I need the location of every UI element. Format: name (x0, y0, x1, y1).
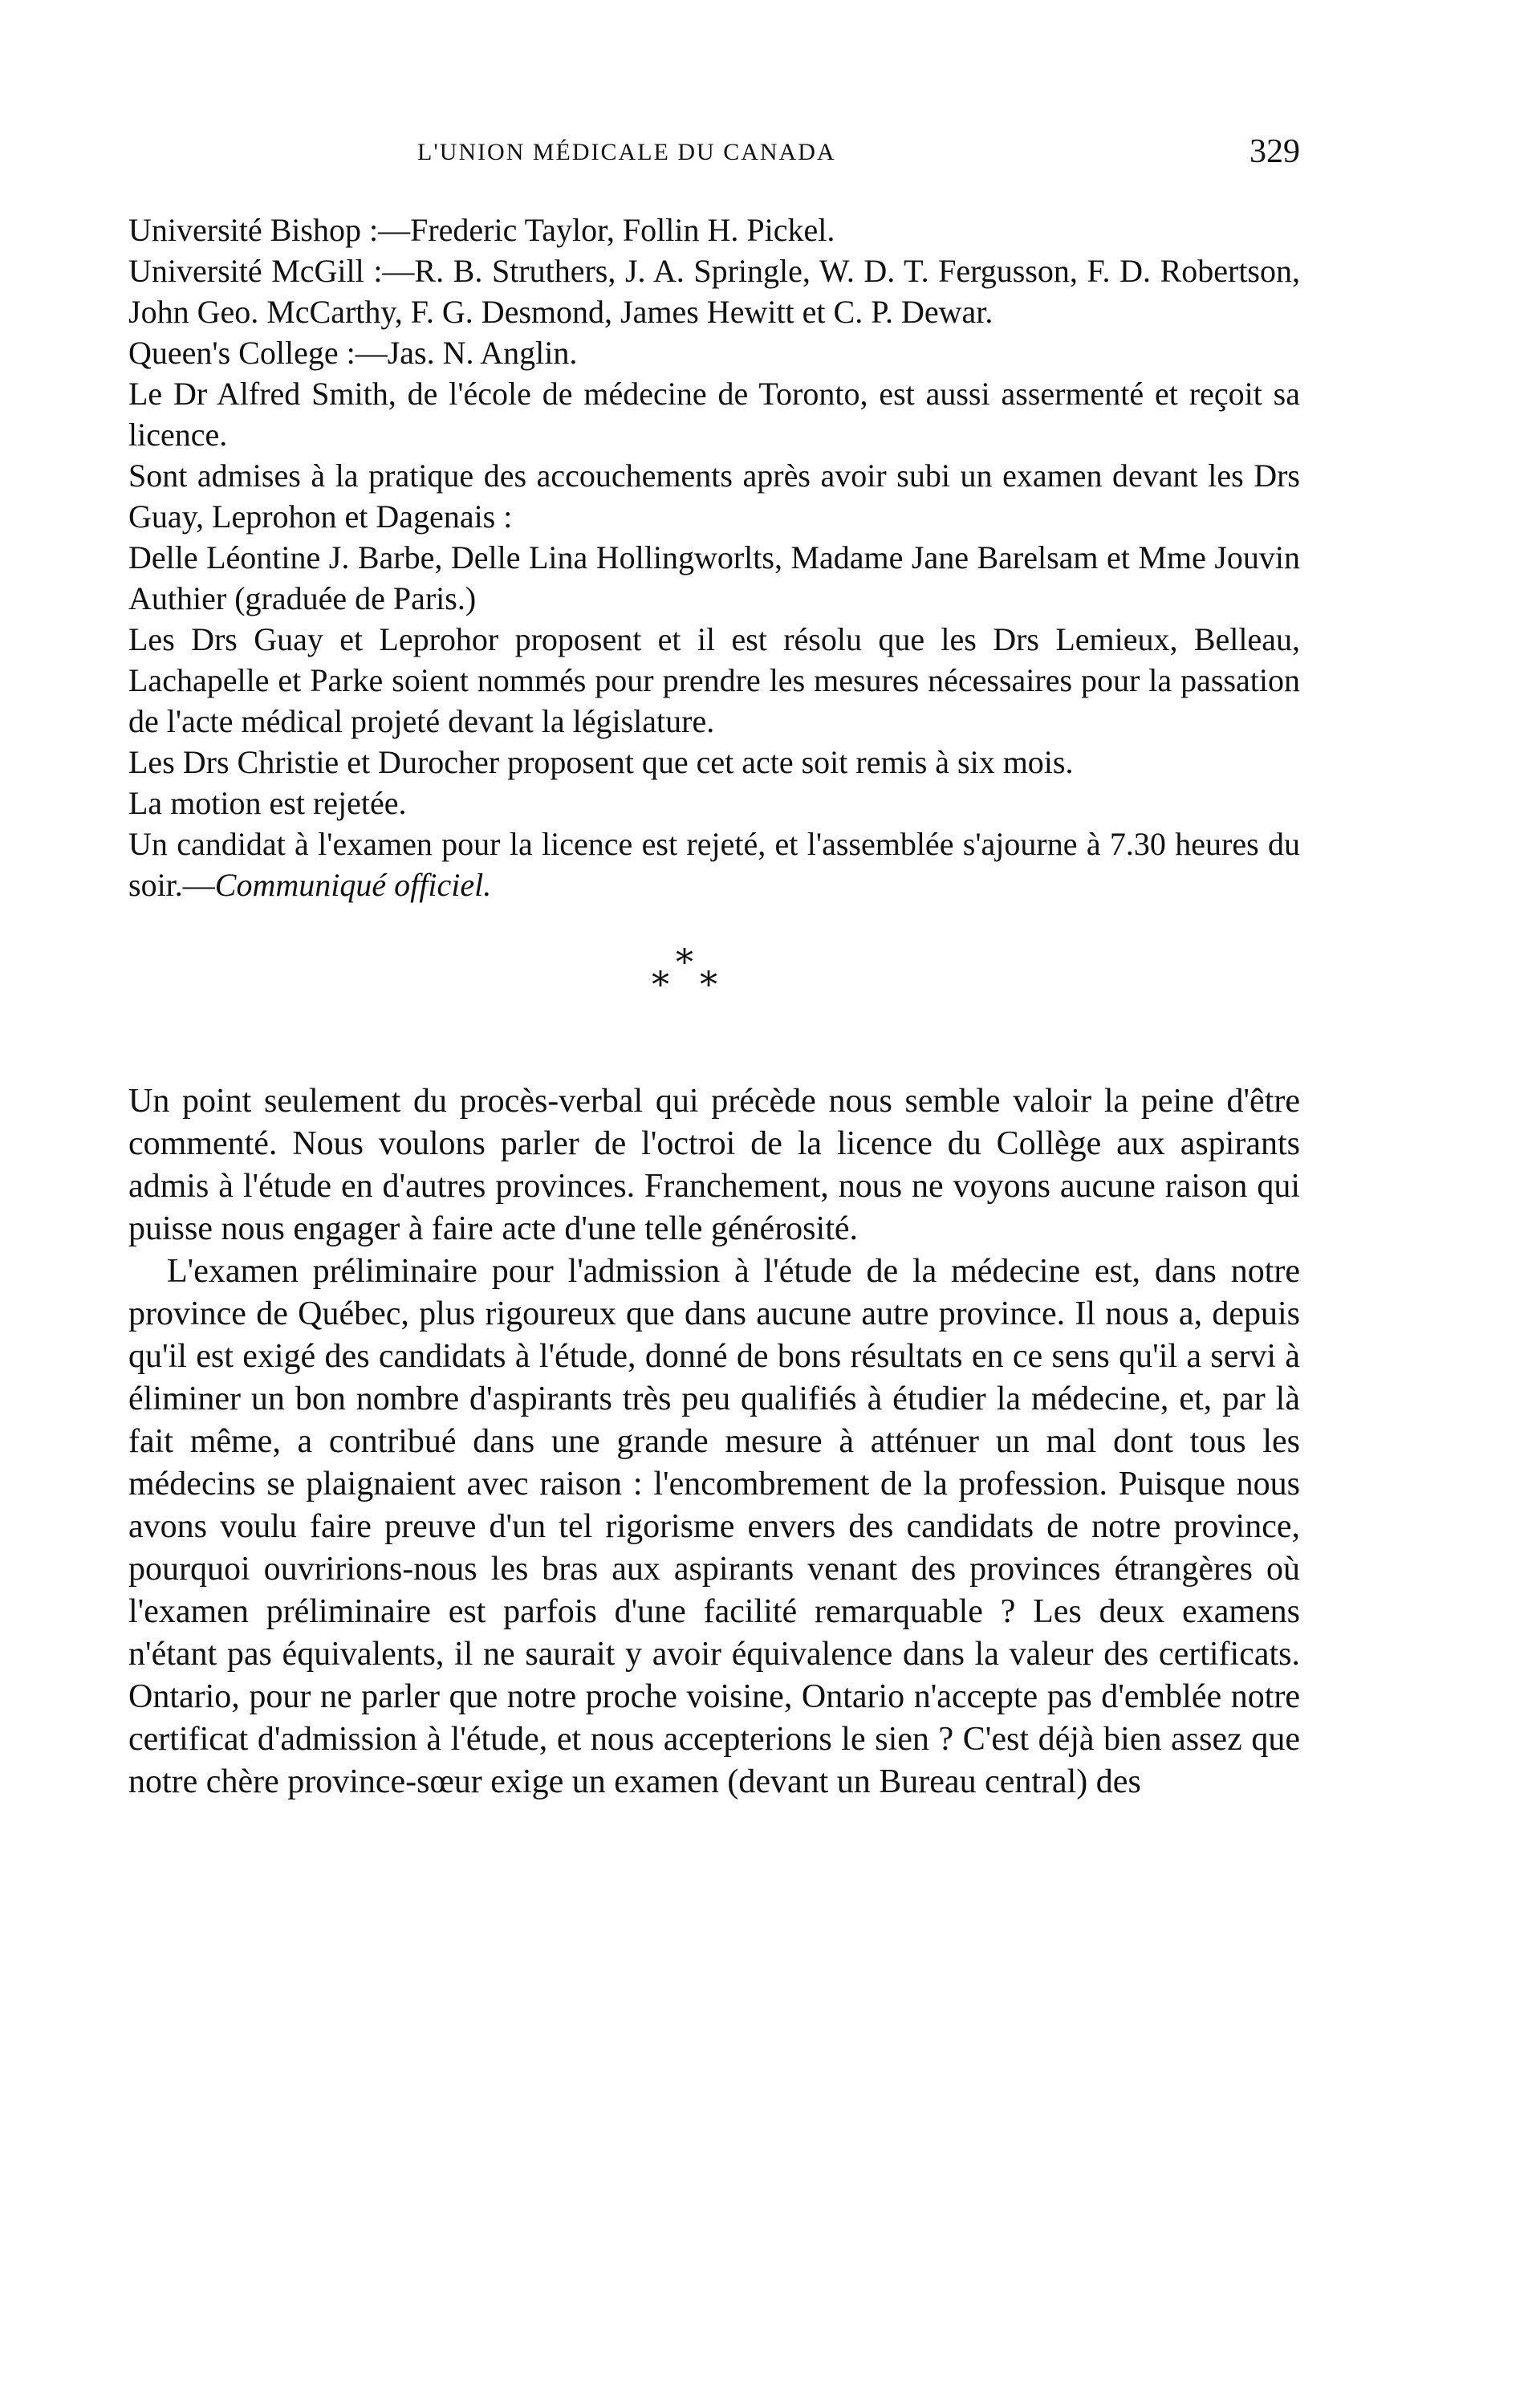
communique-signature: Communiqué officiel. (214, 867, 492, 903)
paragraph-renvoi: Les Drs Christie et Durocher proposent que cet acte soit remis à six mois. (128, 744, 1074, 780)
paragraph-ajournement (128, 823, 1300, 905)
editorial-paragraph-2: L'examen préliminaire pour l'admission à l'étude de la médecine est, dans notre province de Québec, plus rigoureux que dans aucune autre province. Il nous a, depuis qu'il est exigé des candidats à l'étude, donné de bons résultats en ce sens qu'il a servi à éliminer un bon nombre d'aspirants très peu qualifiés à étudier la médecine, et, par là fait même, a contribué dans une grande mesure à atténuer un mal dont tous les médecins se plaignaient avec raison : l'encombrement de la profession. Puisque nous avons voulu faire preuve d'un tel rigorisme envers des candidats de notre province, pourquoi ouvririons-nous les bras aux aspirants venant des provinces étrangères où l'examen préliminaire est parfois d'une facilité remarquable ? Les deux examens n'étant pas équivalents, il ne saurait y avoir équivalence dans la valeur des certificats. Ontario, pour ne parler que notre proche voisine, Ontario n'accepte pas d'emblée notre certificat d'admission à l'étude, et nous accepterions le sien ? C'est déjà bien assez que notre chère province-sœur exige un examen (devant un Bureau central) des (128, 1253, 1300, 1800)
asterism-star-right: * (700, 965, 717, 1006)
minutes-section (128, 209, 1300, 905)
asterism-separator (128, 926, 1300, 1047)
paragraph-mcgill: Université McGill :—R. B. Struthers, J. A. Springle, W. D. T. Fergusson, F. D. Robertson, John Geo. McCarthy, F. G. Desmond, James Hewitt et C. P. Dewar. (128, 253, 1300, 330)
paragraph-proposition: Les Drs Guay et Leprohor proposent et il est résolu que les Drs Lemieux, Belleau, Lachapelle et Parke soient nommés pour prendre les mesures nécessaires pour la passation de l'acte médical projeté devant la législature. (128, 621, 1300, 739)
asterism-star-left: * (652, 965, 669, 1006)
paragraph-accouchements: Sont admises à la pratique des accouchements après avoir subi un examen devant les Drs Guay, Leprohon et Dagenais : (128, 457, 1300, 535)
paragraph-admises: Delle Léontine J. Barbe, Delle Lina Hollingworlts, Madame Jane Barelsam et Mme Jouvin Authier (graduée de Paris.) (128, 539, 1300, 616)
paragraph-queens: Queen's College :—Jas. N. Anglin. (128, 335, 578, 371)
page-number: 329 (1249, 133, 1300, 170)
paragraph-bishop: Université Bishop :—Frederic Taylor, Follin H. Pickel. (128, 212, 835, 248)
paragraph-smith: Le Dr Alfred Smith, de l'école de médecine de Toronto, est aussi assermenté et reçoit sa licence. (128, 376, 1300, 453)
running-head (128, 132, 1300, 189)
editorial-paragraph-1: Un point seulement du procès-verbal qui précède nous semble valoir la peine d'être commenté. Nous voulons parler de l'octroi de la licence du Collège aux aspirants admis à l'étude en d'autres provinces. Franchement, nous ne voyons aucune raison qui puisse nous engager à faire acte d'une telle générosité. (128, 1083, 1300, 1247)
journal-page (128, 132, 1300, 1803)
asterism-star-top: * (676, 942, 693, 983)
editorial-section (128, 1080, 1300, 1803)
ajournement-text: Un candidat à l'examen pour la licence est rejeté, et l'assemblée s'ajourne à 7.30 heures du soir.— (128, 826, 1300, 903)
running-title: L'UNION MÉDICALE DU CANADA (417, 139, 836, 165)
paragraph-motion-rejetee: La motion est rejetée. (128, 785, 407, 821)
